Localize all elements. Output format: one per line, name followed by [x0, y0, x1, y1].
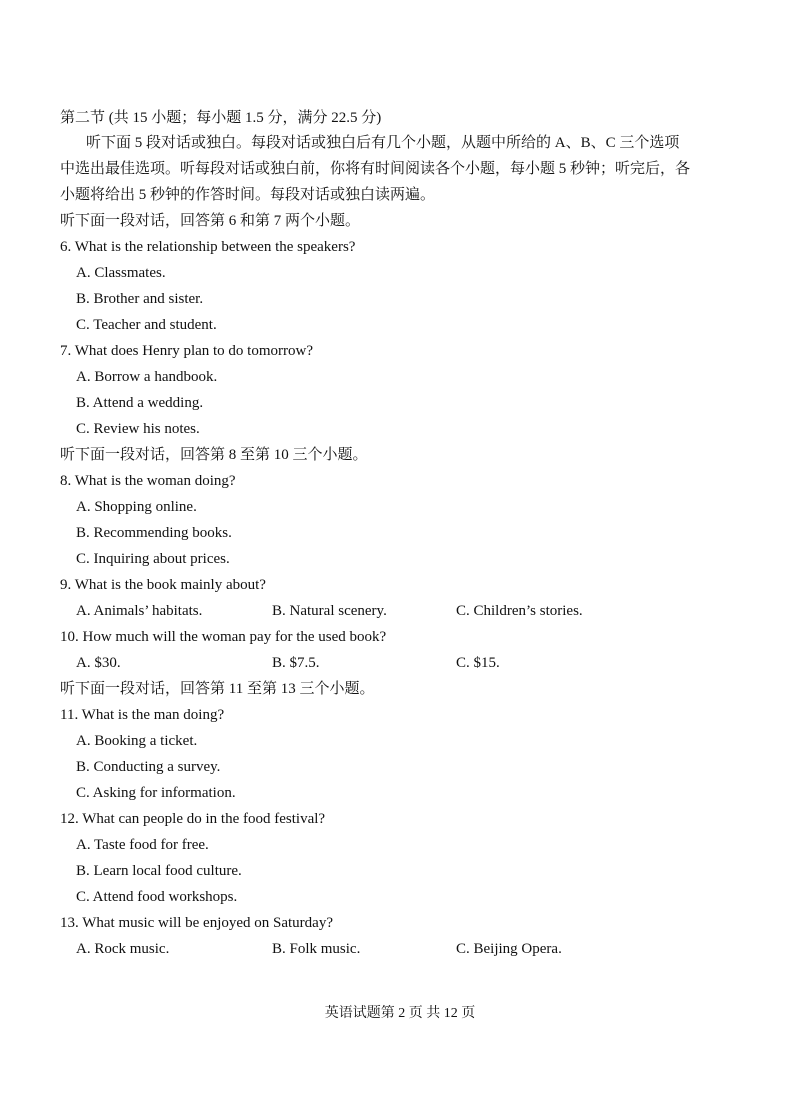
option-10a: A. $30. — [76, 655, 121, 671]
option-13c: C. Beijing Opera. — [456, 941, 562, 957]
option-12c: C. Attend food workshops. — [76, 889, 238, 905]
option-6b: B. Brother and sister. — [76, 291, 204, 307]
question-9: 9. What is the book mainly about? — [60, 577, 266, 593]
option-7b: B. Attend a wedding. — [76, 395, 204, 411]
group-intro: 听下面一段对话，回答第 11 至第 13 三个小题。 — [60, 681, 375, 697]
option-8c: C. Inquiring about prices. — [76, 551, 230, 567]
question-7: 7. What does Henry plan to do tomorrow? — [60, 343, 314, 359]
option-13a: A. Rock music. — [76, 941, 170, 957]
option-13b: B. Folk music. — [272, 941, 361, 957]
section-header: 第二节 (共 15 小题；每小题 1.5 分，满分 22.5 分) — [60, 110, 382, 126]
option-7a: A. Borrow a handbook. — [76, 369, 218, 385]
option-10c: C. $15. — [456, 655, 500, 671]
option-11c: C. Asking for information. — [76, 785, 236, 801]
question-8: 8. What is the woman doing? — [60, 473, 236, 489]
option-6c: C. Teacher and student. — [76, 317, 217, 333]
question-13: 13. What music will be enjoyed on Saturday? — [60, 915, 333, 931]
page-footer: 英语试题第 2 页 共 12 页 — [324, 1006, 476, 1021]
option-8a: A. Shopping online. — [76, 499, 197, 515]
option-11a: A. Booking a ticket. — [76, 733, 198, 749]
option-12b: B. Learn local food culture. — [76, 863, 242, 879]
question-6: 6. What is the relationship between the speakers? — [60, 239, 356, 255]
option-10b: B. $7.5. — [272, 655, 320, 671]
option-12a: A. Taste food for free. — [76, 837, 209, 853]
option-8b: B. Recommending books. — [76, 525, 232, 541]
option-11b: B. Conducting a survey. — [76, 759, 221, 775]
question-12: 12. What can people do in the food festival? — [60, 811, 326, 827]
option-9c: C. Children’s stories. — [456, 603, 583, 619]
option-7c: C. Review his notes. — [76, 421, 200, 437]
group-intro: 听下面一段对话，回答第 6 和第 7 两个小题。 — [60, 213, 361, 229]
option-6a: A. Classmates. — [76, 265, 166, 281]
instructions-paragraph: 听下面 5 段对话或独白。每段对话或独白后有几个小题，从题中所给的 A、B、C 三个选项中选出最佳选项。听每段对话或独白前，你将有时间阅读各个小题，每小题 5 秒钟；听完后，各小题将给出 5 秒钟的作答时间。每段对话或独白读两遍。 — [60, 135, 691, 203]
group-intro: 听下面一段对话，回答第 8 至第 10 三个小题。 — [60, 447, 368, 463]
question-11: 11. What is the man doing? — [60, 707, 225, 723]
question-10: 10. How much will the woman pay for the used book? — [60, 629, 387, 645]
option-9a: A. Animals’ habitats. — [76, 603, 203, 619]
option-9b: B. Natural scenery. — [272, 603, 387, 619]
